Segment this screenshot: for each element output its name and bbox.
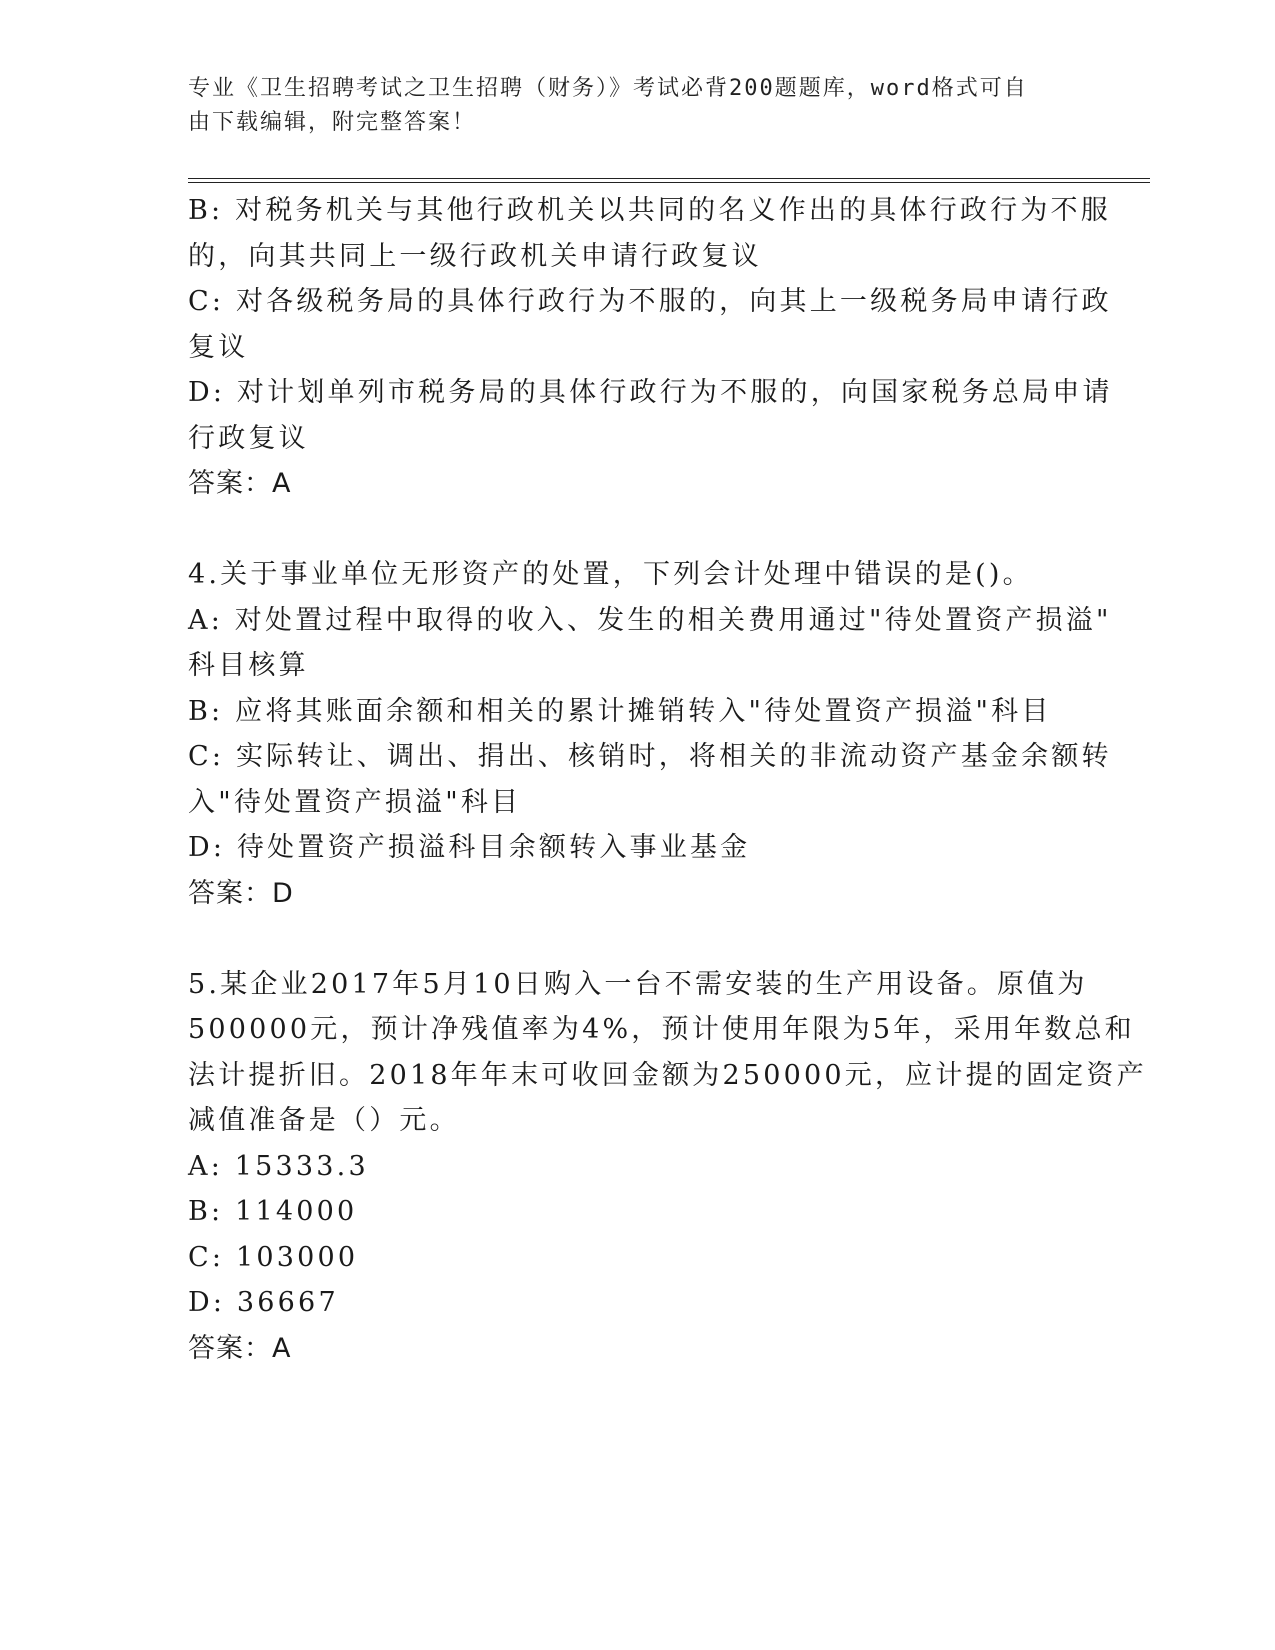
q3-option-d-line-2: 行政复议 — [188, 422, 309, 454]
q3-answer: 答案：A — [188, 468, 292, 499]
q5-stem-line-1: 5.某企业2017年5月10日购入一台不需安装的生产用设备。原值为 — [188, 968, 1088, 1000]
q5-answer: 答案：A — [188, 1332, 292, 1364]
q5-stem-line-4: 减值准备是（）元。 — [188, 1105, 460, 1136]
q5-option-a: A: 15333.3 — [188, 1150, 369, 1182]
q5-stem-line-2: 500000元，预计净残值率为4%，预计使用年限为5年，采用年数总和 — [188, 1014, 1135, 1045]
header-line-1: 专业《卫生招聘考试之卫生招聘（财务）》考试必背200题题库，word格式可自 — [188, 76, 1028, 101]
q3-option-c-line-2: 复议 — [188, 331, 249, 363]
question-3-block — [188, 188, 1113, 507]
document-body — [188, 188, 1147, 1371]
q5-option-c: C: 103000 — [188, 1241, 359, 1273]
question-4-block — [188, 552, 1112, 916]
spacer — [188, 507, 1088, 553]
q3-option-b-line-1: B: 对税务机关与其他行政机关以共同的名义作出的具体行政行为不服 — [188, 195, 1111, 226]
q4-answer: 答案：D — [188, 877, 294, 909]
document-header — [188, 72, 1068, 140]
header-divider-top — [188, 178, 1150, 179]
spacer — [188, 916, 1088, 962]
header-divider-bottom — [188, 182, 1150, 183]
q3-option-d-line-1: D: 对计划单列市税务局的具体行政行为不服的，向国家税务总局申请 — [188, 377, 1113, 408]
question-5-block — [188, 962, 1147, 1372]
q4-option-c-line-1: C: 实际转让、调出、捐出、核销时，将相关的非流动资产基金余额转 — [188, 741, 1112, 772]
q4-option-d: D: 待处置资产损溢科目余额转入事业基金 — [188, 832, 751, 863]
q4-option-a-line-2: 科目核算 — [188, 650, 309, 681]
q5-option-b: B: 114000 — [188, 1196, 358, 1227]
q3-option-c-line-1: C: 对各级税务局的具体行政行为不服的，向其上一级税务局申请行政 — [188, 286, 1112, 317]
q4-option-a-line-1: A: 对处置过程中取得的收入、发生的相关费用通过"待处置资产损溢" — [188, 604, 1112, 636]
q4-option-b: B: 应将其账面余额和相关的累计摊销转入"待处置资产损溢"科目 — [188, 695, 1052, 727]
q5-stem-line-3: 法计提折旧。2018年年末可收回金额为250000元，应计提的固定资产 — [188, 1059, 1147, 1091]
q3-option-b-line-2: 的，向其共同上一级行政机关申请行政复议 — [188, 240, 762, 272]
q4-stem: 4.关于事业单位无形资产的处置，下列会计处理中错误的是()。 — [188, 559, 1033, 590]
header-line-2: 由下载编辑，附完整答案！ — [188, 110, 477, 135]
q4-option-c-line-2: 入"待处置资产损溢"科目 — [188, 786, 522, 818]
q5-option-d: D: 36667 — [188, 1287, 339, 1318]
